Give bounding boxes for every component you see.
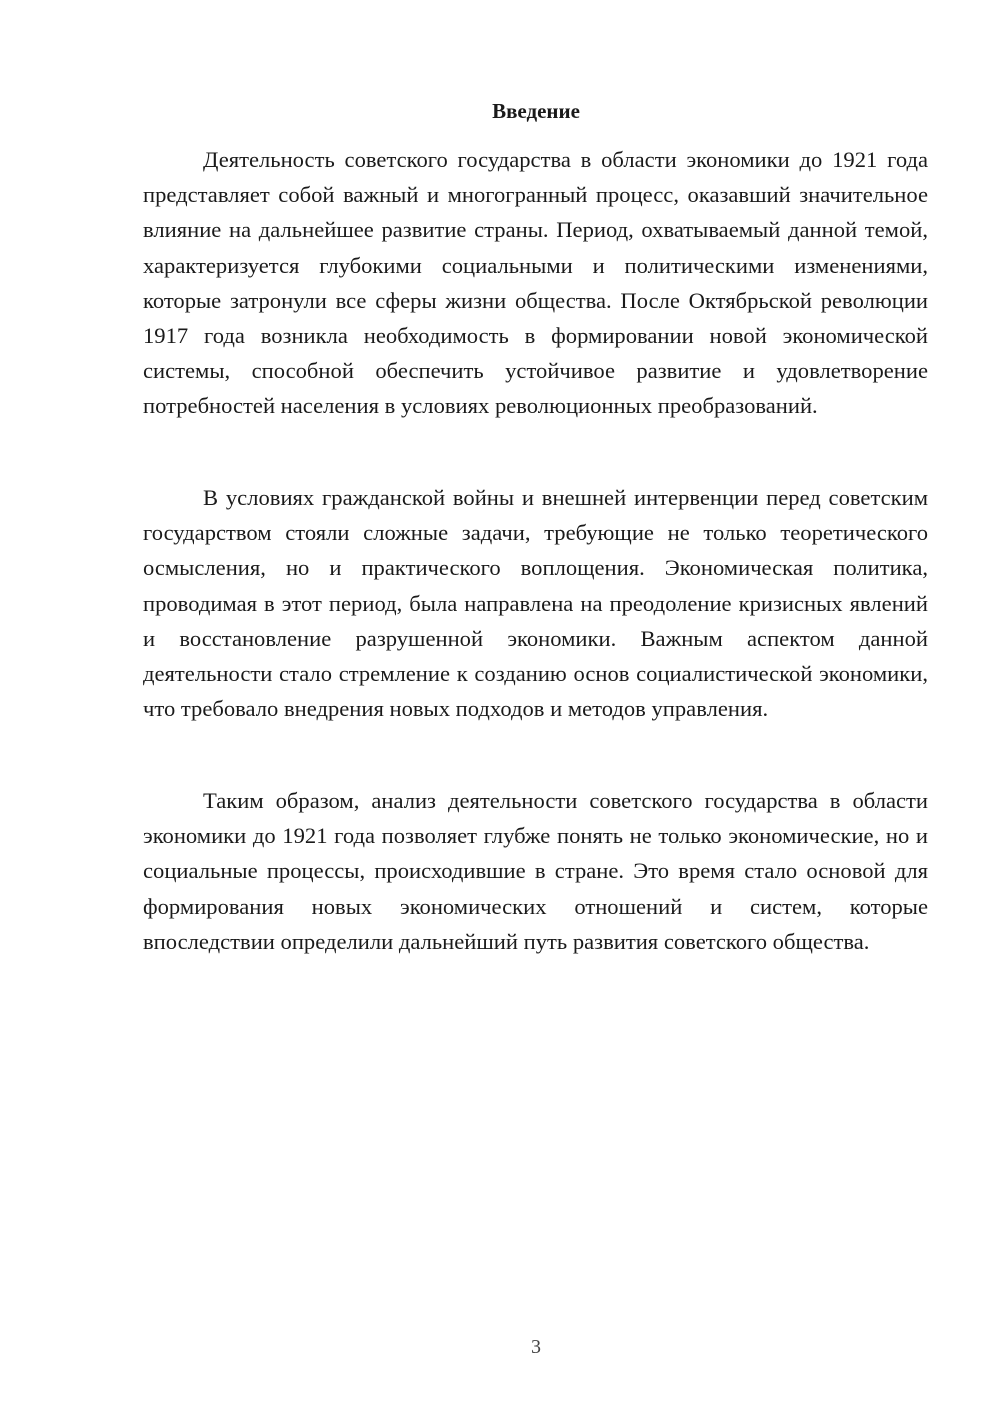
paragraph-intro: Деятельность советского государства в области экономики до 1921 года представляет собой важный и многогранный процесс, оказавший значительное влияние на дальнейшее развитие страны. Период, охватываемый данной темой, характеризуется глубокими социальными и политическими изменениями, которые затронули все сферы жизни общества. После Октябрьской революции 1917 года возникла необходимость в формировании новой экономической системы, способной обеспечить устойчивое развитие и удовлетворение потребностей населения в условиях революционных преобразований. (143, 147, 928, 419)
section-title: Введение (492, 99, 580, 123)
page-number: 3 (531, 1336, 541, 1358)
paragraph-conclusion: Таким образом, анализ деятельности советского государства в области экономики до 1921 года позволяет глубже понять не только экономические, но и социальные процессы, происходившие в стране. Это время стало основой для формирования новых экономических отношений и систем, которые впоследствии определили дальнейший путь развития советского общества. (143, 788, 928, 954)
paragraph-civil-war: В условиях гражданской войны и внешней интервенции перед советским государством стояли сложные задачи, требующие не только теоретического осмысления, но и практического воплощения. Экономическая политика, проводимая в этот период, была направлена на преодоление кризисных явлений и восстановление разрушенной экономики. Важным аспектом данной деятельности стало стремление к созданию основ социалистической экономики, что требовало внедрения новых подходов и методов управления. (143, 485, 928, 722)
